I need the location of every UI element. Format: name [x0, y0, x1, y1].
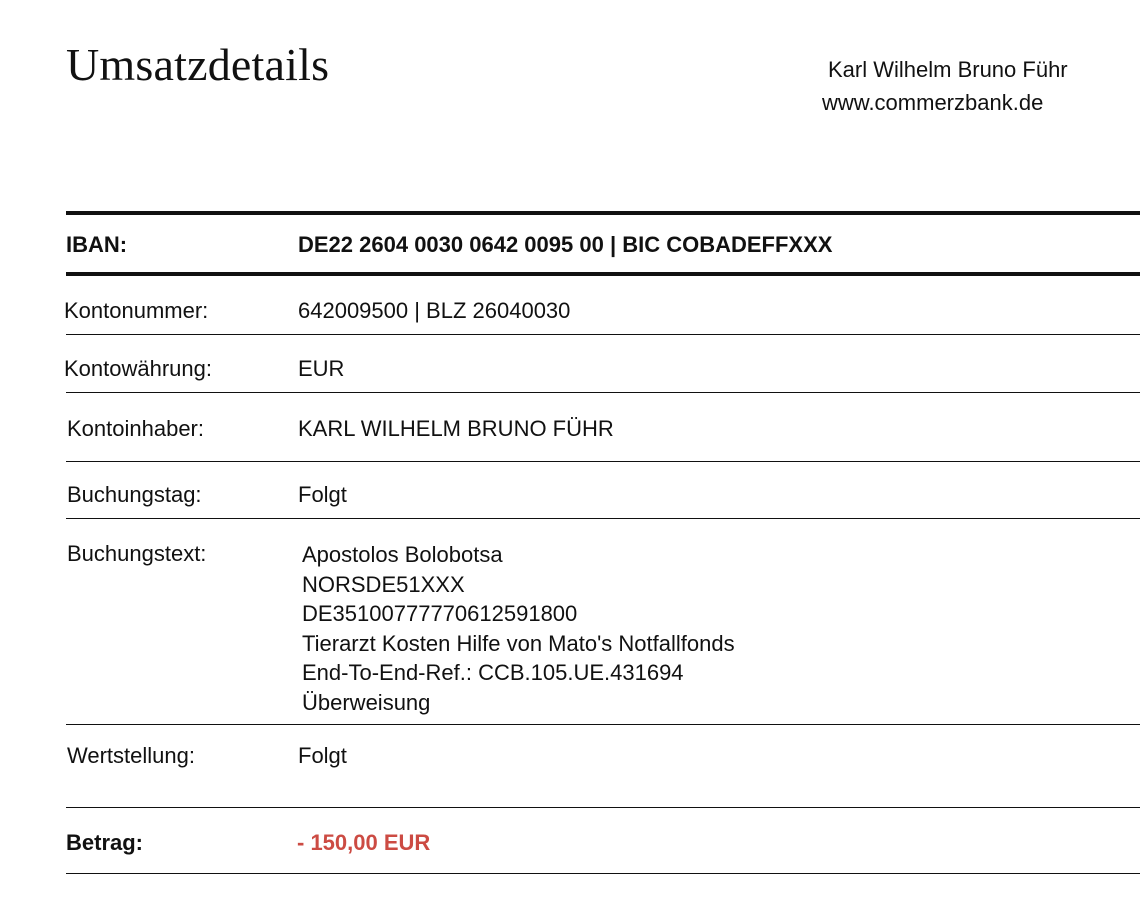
buchungstag-label: Buchungstag:: [67, 482, 202, 507]
kontowaehrung-value: EUR: [298, 356, 345, 381]
kontoinhaber-label: Kontoinhaber:: [67, 416, 204, 441]
iban-bottom-rule: [66, 272, 1140, 276]
iban-label: IBAN:: [66, 232, 128, 257]
kontowaehrung-label: Kontowährung:: [64, 356, 212, 381]
buchungstext-line: DE35100777770612591800: [302, 601, 578, 626]
iban-value: DE22 2604 0030 0642 0095 00 | BIC COBADEFFXXX: [298, 232, 833, 257]
wertstellung-value: Folgt: [298, 743, 347, 768]
row-divider: [66, 724, 1140, 725]
buchungstext-line: End-To-End-Ref.: CCB.105.UE.431694: [302, 660, 684, 685]
buchungstext-line: Tierarzt Kosten Hilfe von Mato's Notfallfonds: [302, 630, 735, 656]
row-divider: [66, 518, 1140, 519]
betrag-value: - 150,00 EUR: [297, 830, 431, 855]
kontonummer-label: Kontonummer:: [64, 298, 209, 323]
buchungstext-line: Apostolos Bolobotsa: [302, 542, 503, 567]
buchungstext-line: Überweisung: [302, 689, 431, 715]
buchungstext-line: NORSDE51XXX: [302, 571, 465, 597]
kontonummer-value: 642009500 | BLZ 26040030: [298, 298, 571, 323]
table-bottom-rule: [66, 873, 1140, 874]
row-divider: [66, 334, 1140, 335]
buchungstext-value: [302, 540, 735, 717]
betrag-label: Betrag:: [66, 830, 144, 855]
row-divider: [66, 807, 1140, 808]
bank-website: www.commerzbank.de: [822, 90, 1044, 115]
buchungstag-value: Folgt: [298, 482, 347, 507]
row-divider: [66, 461, 1140, 462]
account-owner-name: Karl Wilhelm Bruno Führ: [828, 57, 1068, 82]
wertstellung-label: Wertstellung:: [67, 743, 195, 768]
row-divider: [66, 392, 1140, 393]
buchungstext-label: Buchungstext:: [67, 541, 207, 566]
kontoinhaber-value: KARL WILHELM BRUNO FÜHR: [298, 416, 614, 441]
table-top-rule: [66, 211, 1140, 215]
page-title: Umsatzdetails: [66, 39, 330, 90]
